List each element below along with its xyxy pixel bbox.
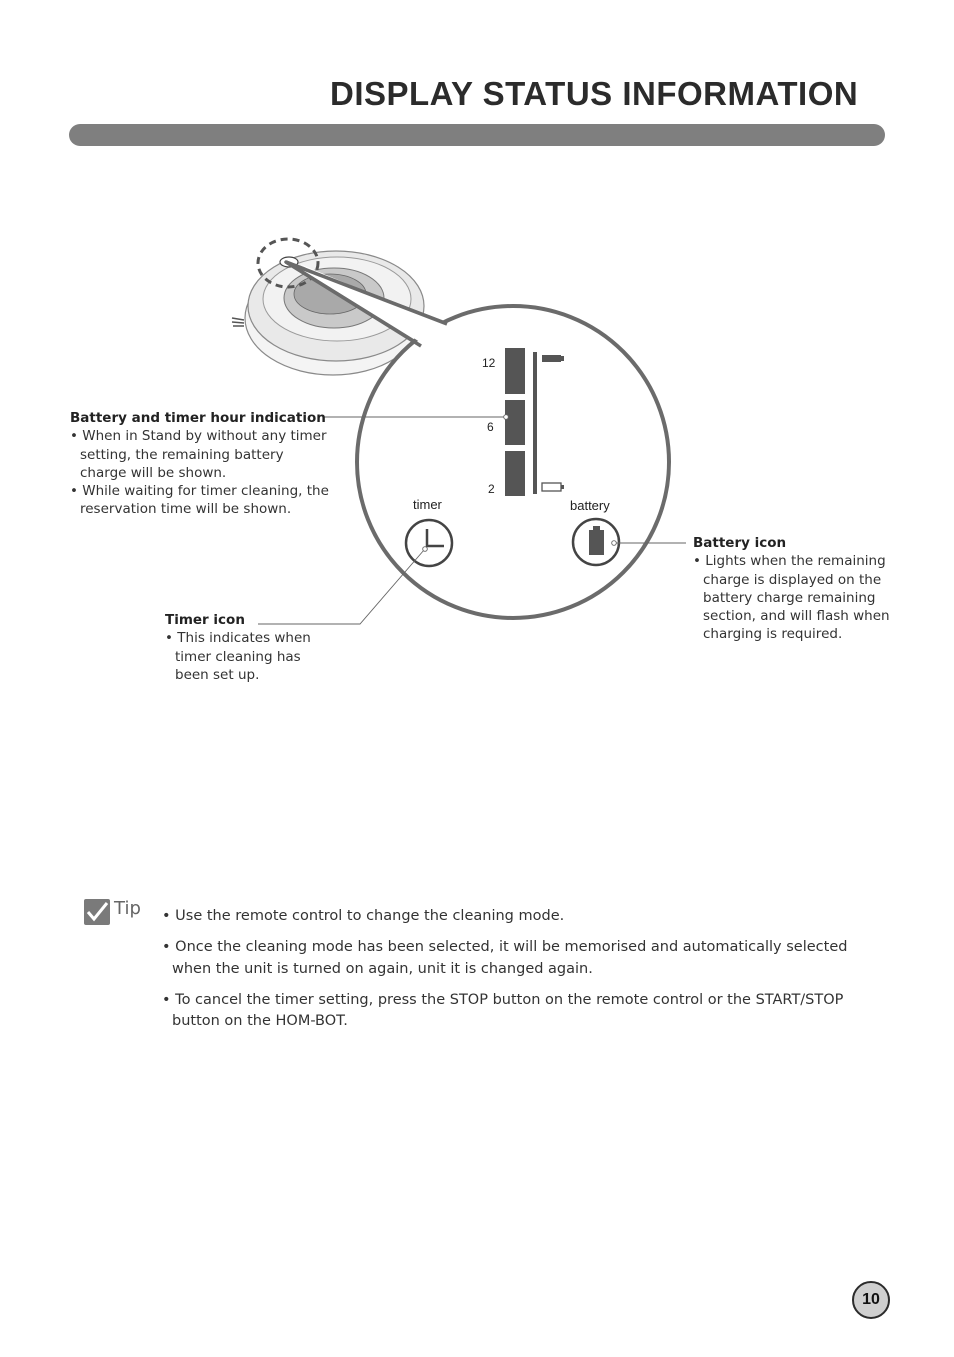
callout-bullet: • This indicates when timer cleaning has been set up. (165, 629, 325, 684)
callout-bullet: • While waiting for timer cleaning, the reservation time will be shown. (70, 482, 332, 519)
tip-label: Tip (114, 898, 141, 919)
page-number: 10 (852, 1281, 890, 1319)
tip-item: • To cancel the timer setting, press the STOP button on the remote control or the START/STOP button on the HOM-BOT. (162, 990, 872, 1033)
battery-label: battery (570, 498, 610, 513)
tip-item: • Use the remote control to change the cleaning mode. (162, 906, 872, 928)
battery-empty-icon (542, 483, 561, 491)
level-segment-mid (505, 400, 525, 445)
timer-label: timer (413, 497, 442, 512)
callout-bullet: • When in Stand by without any timer setting, the remaining battery charge will be shown. (70, 427, 332, 482)
callout-bullet: • Lights when the remaining charge is displayed on the battery charge remaining section, and will flash when charging is required. (693, 552, 893, 643)
callout-heading: Battery and timer hour indication (70, 410, 326, 426)
scale-label-12: 12 (482, 356, 496, 370)
tip-list (162, 906, 872, 1042)
callout-timer-icon (165, 611, 325, 684)
page-title: DISPLAY STATUS INFORMATION (330, 75, 859, 112)
scale-label-2: 2 (488, 482, 495, 496)
checkmark-icon (84, 899, 110, 925)
callout-battery-timer (70, 409, 332, 519)
scale-label-6: 6 (487, 420, 494, 434)
clock-icon (406, 520, 452, 566)
battery-full-icon (542, 355, 561, 362)
level-segment-high (505, 348, 525, 394)
callout-battery-icon (693, 534, 893, 644)
callout-heading: Battery icon (693, 535, 787, 551)
callout-heading: Timer icon (165, 612, 245, 628)
level-segment-low (505, 451, 525, 496)
tip-item: • Once the cleaning mode has been selected, it will be memorised and automatically selected when the unit is turned on again, unit it is changed again. (162, 937, 872, 980)
